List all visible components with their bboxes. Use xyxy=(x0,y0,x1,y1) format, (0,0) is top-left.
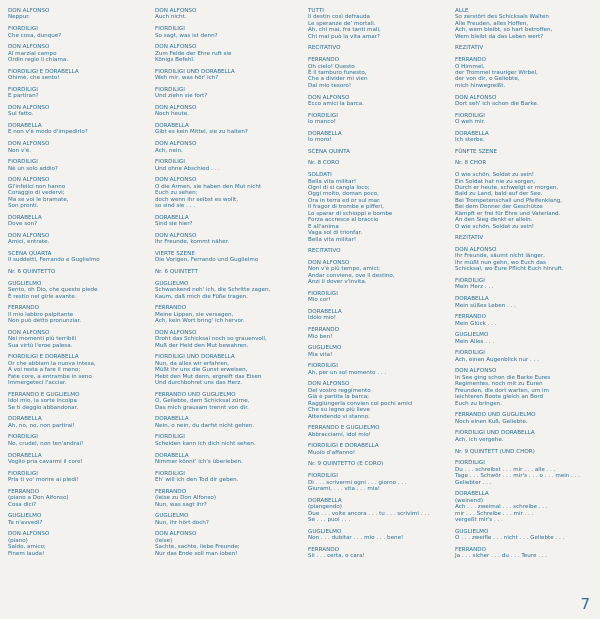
libretto-block: SOLDATI Bella vita militar! Ogni di si cangia loco; Oggi molto, doman poco, Ora in terra ed or sul mar. Il fragor di trombe e pifferi, Lo sparar di schioppi e bombe Forza accresce al braccio E all'anima Vaga sol di trionfar. Bella vita militar! xyxy=(308,172,393,243)
libretto-block: GUGLIELMO Nun, ihr hört doch? xyxy=(155,513,209,526)
libretto-block: DON ALFONSO (piano) Saldo, amico; Finem lauda! xyxy=(8,531,50,557)
libretto-block: Nr. 9 QUINTETTO (E CORO) xyxy=(308,461,384,468)
libretto-block: FIORDILIGI E DORABELLA Muoio d'affanno! xyxy=(308,443,379,456)
libretto-block: DORABELLA Gibt es kein Mittel, sie zu halten? xyxy=(155,123,248,136)
libretto-block: DORABELLA Idolo mio! xyxy=(308,309,342,322)
libretto-block: TUTTI Il destin così defrauda Le speranze de' mortali. Ah, chi mai, fra tanti mali, Chi mai può la vita amar? xyxy=(308,8,381,40)
libretto-block: FERRANDO Mio ben! xyxy=(308,327,340,340)
libretto-block: Nr. 8 CORO xyxy=(308,160,340,167)
libretto-block: FÜNFTE SZENE xyxy=(455,148,497,155)
libretto-block: DON ALFONSO Ach, nein. xyxy=(155,141,197,154)
libretto-block: DORABELLA (piangendo) Due . . . volte ancora . . . tu . . . scrivimi . . . Se . . . puoi . . . xyxy=(308,497,430,524)
libretto-block: FIORDILIGI O weh mir. xyxy=(455,112,486,126)
libretto-block: FERRANDO (leise zu Don Alfonso) Nun, was sagt ihr? xyxy=(155,488,217,508)
libretto-block: DON ALFONSO Noch heute. xyxy=(155,104,197,118)
libretto-block: DON ALFONSO O die Armen, sie haben den Mut nicht Euch zu sehen; doch wenn ihr selbst es wollt, so sind sie . . . xyxy=(155,177,262,210)
libretto-block: FIORDILIGI Di . . . scrivermi ogni . . . giorno . . . Giurami, . . . vita . . . mia! xyxy=(308,473,407,493)
libretto-block: FIORDILIGI E DORABELLA Or che abbiam la nuova intesa, A voi resta a fare il meno; Fate core, a entrambe in seno Immergeteci l'acciar. xyxy=(8,354,96,387)
libretto-block: GUGLIELMO Te n'avvedi? xyxy=(8,513,43,526)
libretto-block: FIORDILIGI E partiran? xyxy=(8,86,39,100)
libretto-block: FIORDILIGI Ach, einen Augenblick nur . . . xyxy=(455,350,539,363)
libretto-block: DON ALFONSO Amici, entrate. xyxy=(8,232,50,246)
libretto-block: DON ALFONSO Nei momenti più terribili Sua virtù l'eroe palesa. xyxy=(8,329,77,349)
libretto-block: DORABELLA Dove son? xyxy=(8,214,42,228)
libretto-block: DON ALFONSO Al marzial campo Ordin regio li chiama. xyxy=(8,44,69,64)
libretto-block: DORABELLA (weinend) Ach . . . zweimal . . . schreibe . . . mir . . . Schreibe . . . mir . . . vergeßt mir's . . . xyxy=(455,491,548,524)
libretto-block: FERRANDO Ja . . . sicher . . . du . . . Teure . . . xyxy=(455,546,548,560)
libretto-block: DON ALFONSO Sul fatto. xyxy=(8,104,50,118)
libretto-block: VIERTE SZENE Die Vorigen, Ferrando und Guglielmo xyxy=(155,250,259,264)
libretto-block: DON ALFONSO Ihr Freunde, säumt nicht länger, Ihr müßt nun gehn, wo Euch das Schicksal, wo Eure Pflicht Euch hinruft. xyxy=(455,247,564,273)
libretto-block: FERRANDO UND GUGLIELMO O, Geliebte, dem Schicksal zürne, Das mich grausam trennt von dir. xyxy=(155,391,250,411)
libretto-block: DON ALFONSO (leise) Sachte, sachte, liebe Freunde; Nur das Ende soll man loben! xyxy=(155,531,240,557)
libretto-block: DON ALFONSO Dort seh' ich schon die Barke. xyxy=(455,94,539,107)
libretto-block: SCENA QUINTA xyxy=(308,148,350,155)
libretto-block: DORABELLA Mein süßes Leben . . . xyxy=(455,296,516,309)
libretto-block: FIORDILIGI Scheiden kann ich dich nicht sehen. xyxy=(155,434,256,447)
libretto-block: DON ALFONSO Gl'infelici non hanno Coraggio di vedervi; Ma se voi le bramate, Son pronti. xyxy=(8,177,69,210)
libretto-block: FERRANDO E GUGLIELMO Abbracciami, idol mio! xyxy=(308,425,380,438)
libretto-block: FIORDILIGI UND DORABELLA Ach, ich vergehe. xyxy=(455,430,535,443)
libretto-block: DORABELLA Nein, o nein, du darfst nicht gehen. xyxy=(155,416,255,429)
libretto-block: REZITATIV xyxy=(455,235,484,242)
libretto-block: SCENA QUARTA Il suddetti, Ferrando e Guglielmo xyxy=(8,250,100,264)
libretto-block: REZITATIV xyxy=(455,45,484,52)
libretto-block: FERRANDO E GUGLIELMO Idol mio, la sorte incolpa Se ti deggio abbandonar. xyxy=(8,391,80,411)
libretto-block: FIORDILIGI Che cosa, dunque? xyxy=(8,26,62,39)
libretto-block: FIORDILIGI Du . . . schreibst . . . mir . . . alle . . . Tage . . . Schwör . . . mir's . . . o . . . mein . . . Geliebter . . . xyxy=(455,460,581,486)
libretto-block: Nr. 8 CHOR xyxy=(455,160,487,167)
libretto-block: FIORDILIGI Mein Herz . . . xyxy=(455,278,494,291)
libretto-block: FIORDILIGI Und ziehn sie fort? xyxy=(155,86,208,100)
libretto-block: O wie schön, Soldat zu sein! Ein Soldat hat nie zu sorgen, Durch er heute, schwelgt er morgen, Bald zu Land, bald auf der See. Bei Trompetenschall und Pfeifenklang, Bei dem Donner der Geschütze Kämpft er frei für Ehre und Vaterland. An den Sieg denkt er allein. O wie schön, Soldat zu sein! xyxy=(455,172,563,230)
libretto-block: GUGLIELMO Mein Alles . . . xyxy=(455,332,495,345)
libretto-block: FIORDILIGI Nè un solo addio? xyxy=(8,159,58,172)
libretto-block: FERRANDO Mein Glück . . . xyxy=(455,314,497,327)
libretto-block: FIORDILIGI UND DORABELLA Nun, da alles wir erfahren, Müßt ihr uns die Gunst erweisen, Hebt den Mut denn, ergreift das Eisen Und durchbohret uns das Herz. xyxy=(155,354,262,387)
libretto-block: FERRANDO Il mio labbro palpitante Non può detto pronunziar. xyxy=(8,305,82,325)
libretto-block: Nr. 6 QUINTETT xyxy=(155,269,198,276)
libretto-block: FIORDILIGI No, crudel, non ten'andrai! xyxy=(8,434,84,447)
libretto-column-italian-1 xyxy=(8,8,144,562)
libretto-block: FIORDILIGI Eh' will ich den Tod dir geben. xyxy=(155,470,239,484)
libretto-block: DON ALFONSO In See ging schon die Barke Eures Regimentes, noch mit zu Euren Freunden, die dort warten, um im leichteren Boote gleich an Bord Euch zu bringen. xyxy=(455,368,551,407)
libretto-block: DORABELLA Ah, no, no, non partirai! xyxy=(8,416,75,429)
libretto-block: DON ALFONSO Ecco amici la barca. xyxy=(308,94,364,107)
libretto-block: DORABELLA Io moro! xyxy=(308,130,342,144)
libretto-block: DORABELLA Voglio pria cavarmi il core! xyxy=(8,452,83,465)
libretto-block: GUGLIELMO Sento, oh Dio, che questo piede È restio nel girle avante. xyxy=(8,280,98,300)
libretto-block: FERRANDO (piano a Don Alfonso) Cosa dici? xyxy=(8,488,69,508)
libretto-column-german-2 xyxy=(455,8,591,565)
libretto-block: DON ALFONSO Del vostro reggimento Già è partita la barca; Raggiungerla convien coi pochi amici Che su legno più lieve Attendendo vi stanno. xyxy=(308,381,413,420)
libretto-block: FERRANDO Sii . . . certa, o cara! xyxy=(308,546,365,560)
libretto-block: FIORDILIGI Io manco! xyxy=(308,112,338,126)
libretto-block: DORABELLA Nimmer könnt' ich's überleben. xyxy=(155,452,243,465)
libretto-block: FIORDILIGI So sagt, was ist denn? xyxy=(155,26,218,39)
libretto-block: DON ALFONSO Neppur. xyxy=(8,8,50,21)
libretto-block: FIORDILIGI Ah, per un sol momento . . . xyxy=(308,363,387,376)
libretto-block: FIORDILIGI E DORABELLA Ohimè, che sento! xyxy=(8,68,79,82)
libretto-block: DON ALFONSO Zum Felde der Ehre ruft sie Königs Befehl. xyxy=(155,44,232,64)
libretto-block: FERRANDO Oh cielo! Questo È il tamburo funesto, Che a divider mi vien Dal mio tesoro! xyxy=(308,57,368,89)
libretto-block: ALLE So zerstört des Schicksals Walten Alle Freuden, alles Hoffen, Ach, wem bleibt, so hart betroffen, Wem bleibt da das Leben wert? xyxy=(455,8,553,40)
libretto-block: DON ALFONSO Non v'è. xyxy=(8,141,50,154)
libretto-block: GUGLIELMO Mia vita! xyxy=(308,345,342,358)
libretto-block: FIORDILIGI Und ohne Abschied . . . xyxy=(155,159,220,172)
libretto-block: RECITATIVO xyxy=(308,248,341,255)
libretto-block: GUGLIELMO Non . . . dubitar . . . mio . . . bene! xyxy=(308,528,404,542)
libretto-block: DORABELLA Ich sterbe. xyxy=(455,130,489,144)
libretto-block: DON ALFONSO Non v'è più tempo, amici; Andar conviene, ove il destino, Anzi il dover v'invita. xyxy=(308,259,395,286)
libretto-block: DORABELLA E non v'è modo d'impedirlo? xyxy=(8,123,88,136)
libretto-block: RECITATIVO xyxy=(308,45,341,52)
libretto-block: FIORDILIGI UND DORABELLA Weh mir, was hör' ich? xyxy=(155,68,235,82)
libretto-block: DON ALFONSO Auch nicht. xyxy=(155,8,197,21)
libretto-block: Nr. 6 QUINTETTO xyxy=(8,269,56,276)
libretto-block: FERRANDO Meine Lippen, sie versagen, Ach, kein Wort bring' ich hervor. xyxy=(155,305,245,325)
libretto-block: DON ALFONSO Droht das Schicksal noch so grauenvoll, Muß der Held den Mut bewahren. xyxy=(155,329,267,349)
libretto-block: FERRANDO UND GUGLIELMO Noch einen Kuß, Geliebte. xyxy=(455,412,536,425)
libretto-column-italian-2 xyxy=(308,8,444,565)
libretto-block: FIORDILIGI Pria ti vo' morire ai piedi! xyxy=(8,470,79,484)
libretto-column-german-1 xyxy=(155,8,291,562)
libretto-block: FIORDILIGI Mio cor! xyxy=(308,290,338,304)
libretto-block: DON ALFONSO Ihr Freunde, kommt näher. xyxy=(155,232,230,246)
libretto-block: GUGLIELMO Schwankend noh' ich, die Schritte zagen, Kaum, daß mich die Füße tragen. xyxy=(155,280,271,300)
page-number: 7 xyxy=(580,595,590,613)
libretto-block: FERRANDO O Himmel, der Trommel trauriger Wirbel, der von dir, o Geliebte, mich hinwegreißt. xyxy=(455,57,538,89)
libretto-block: Nr. 9 QUINTETT (UND CHOR) xyxy=(455,448,535,455)
libretto-block: DORABELLA Sind sie hier? xyxy=(155,214,193,228)
libretto-block: GUGLIELMO O . . . zweifle . . . nicht . . . Geliebte . . . xyxy=(455,528,565,542)
